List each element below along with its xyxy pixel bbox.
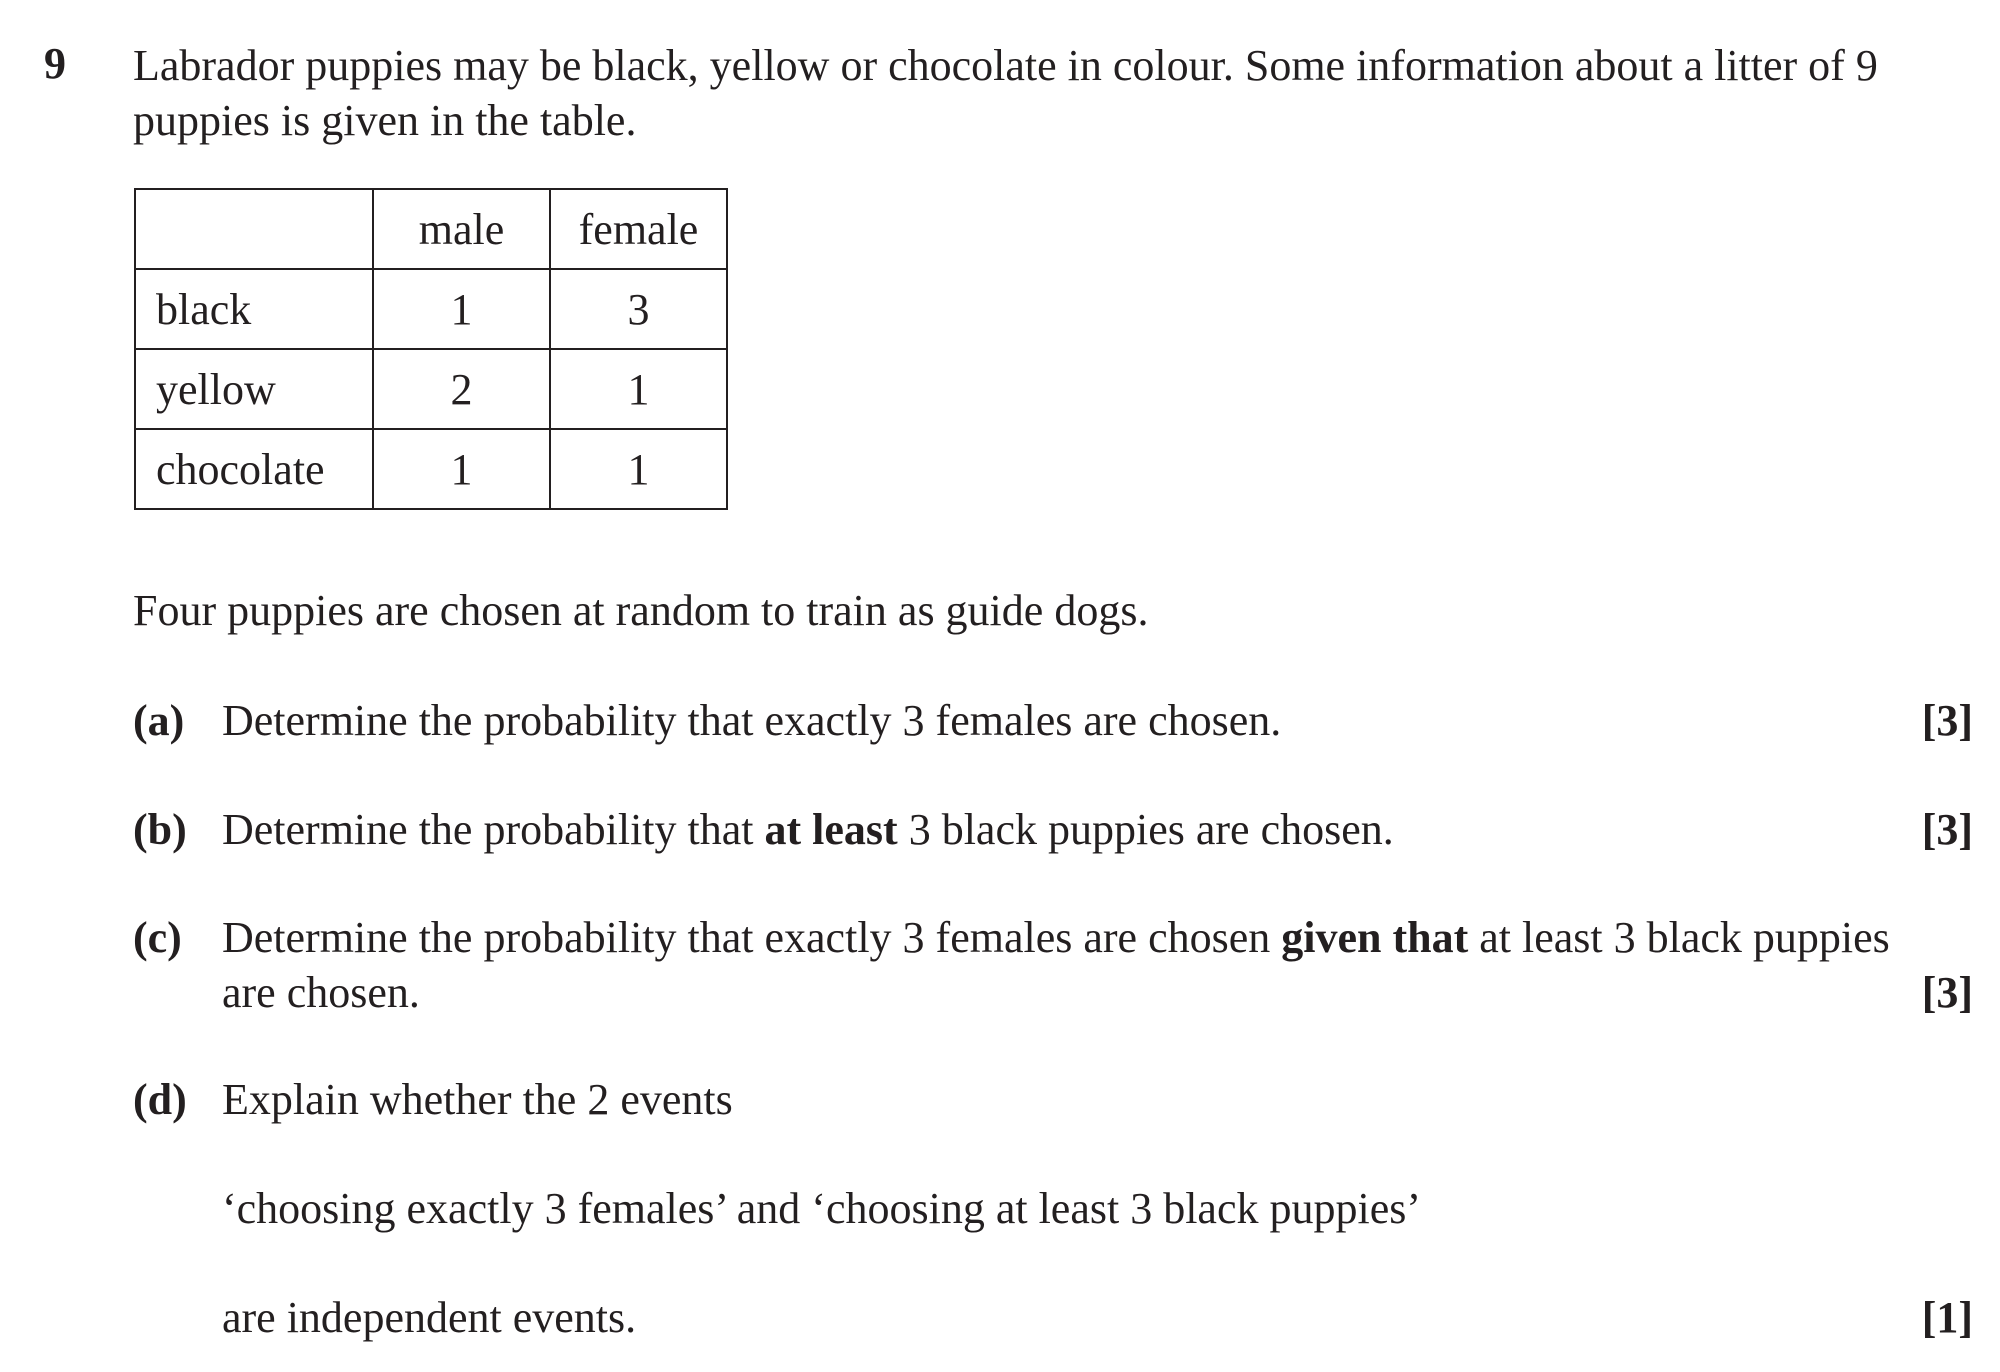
cell-female: 1 <box>550 429 727 509</box>
part-d <box>133 1072 1973 1342</box>
part-d-text-line3: are independent events. <box>222 1293 637 1342</box>
part-b-label: (b) <box>133 805 187 854</box>
part-c-text-before: Determine the probability that exactly 3 females are chosen <box>222 913 1282 962</box>
cell-male: 1 <box>373 429 550 509</box>
part-c-text-line2: are chosen. <box>222 968 420 1017</box>
part-a <box>133 693 1973 748</box>
table-row <box>135 429 727 509</box>
part-a-text: Determine the probability that exactly 3 females are chosen. <box>222 696 1282 745</box>
part-d-label: (d) <box>133 1075 187 1124</box>
part-b <box>133 802 1973 857</box>
row-label: black <box>135 269 373 349</box>
part-c-marks: [3] <box>1921 968 1973 1017</box>
header-male: male <box>373 189 550 269</box>
part-c-label: (c) <box>133 913 182 962</box>
cell-female: 1 <box>550 349 727 429</box>
puppy-table <box>134 188 728 510</box>
cell-male: 1 <box>373 269 550 349</box>
question-number: 9 <box>44 39 66 88</box>
question-intro: Labrador puppies may be black, yellow or chocolate in colour. Some information about a litter of 9 puppies is given in the table. <box>133 41 1878 145</box>
question-stem: Four puppies are chosen at random to train as guide dogs. <box>133 586 1149 635</box>
part-a-marks: [3] <box>1921 696 1973 745</box>
part-a-label: (a) <box>133 696 185 745</box>
part-d-text-line2: ‘choosing exactly 3 females’ and ‘choosing at least 3 black puppies’ <box>222 1184 1422 1233</box>
row-label: chocolate <box>135 429 373 509</box>
part-b-marks: [3] <box>1921 805 1973 854</box>
table-corner-cell <box>135 189 373 269</box>
part-c <box>133 910 1973 1020</box>
cell-male: 2 <box>373 349 550 429</box>
part-b-text-after: 3 black puppies are chosen. <box>897 805 1394 854</box>
part-b-text <box>222 802 1973 857</box>
table-header-row <box>135 189 727 269</box>
table-row <box>135 269 727 349</box>
part-b-emphasis: at least <box>764 805 898 854</box>
part-b-text-before: Determine the probability that <box>222 805 765 854</box>
part-c-emphasis: given that <box>1281 913 1469 962</box>
part-d-text-line1: Explain whether the 2 events <box>222 1075 733 1124</box>
table-row <box>135 349 727 429</box>
part-c-text-after: at least 3 black puppies <box>1468 913 1890 962</box>
cell-female: 3 <box>550 269 727 349</box>
part-d-marks: [1] <box>1921 1293 1973 1342</box>
row-label: yellow <box>135 349 373 429</box>
part-c-text <box>222 910 1973 965</box>
header-female: female <box>550 189 727 269</box>
